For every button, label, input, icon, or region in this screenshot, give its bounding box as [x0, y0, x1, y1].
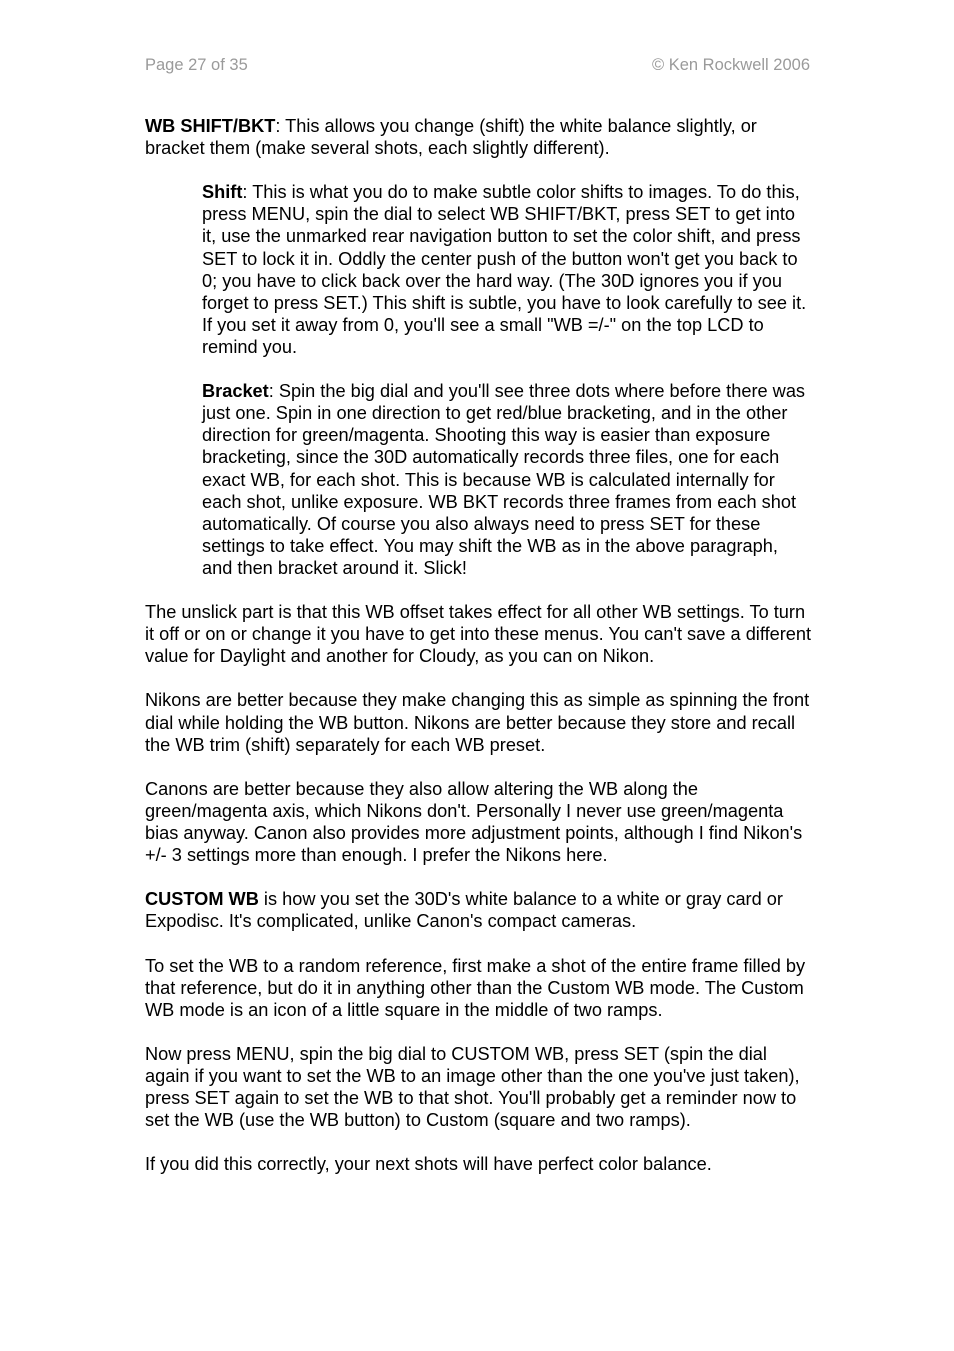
paragraph-canons-better: Canons are better because they also allow altering the WB along the green/magenta axis, which Nikons don't. Personally I never use green/magenta bias anyway. Canon also provides more adjustment points, although I find Nikon's +/- 3 settings more than enough. I prefer the Nikons here.	[145, 778, 803, 866]
paragraph-shift	[202, 181, 813, 358]
paragraph-press-menu: Now press MENU, spin the big dial to CUSTOM WB, press SET (spin the dial again if you want to set the WB to an image other than the one you've just taken), press SET again to set the WB to that shot. You'll probably get a reminder now to set the WB (use the WB button) to Custom (square and two ramps).	[145, 1043, 800, 1131]
paragraph-text: is how you set the 30D's white balance to a white or gray card or Expodisc. It's complicated, unlike Canon's compact cameras.	[145, 889, 783, 932]
paragraph-unslick-part: The unslick part is that this WB offset takes effect for all other WB settings. To turn it off or on or change it you have to get into these menus. You can't save a different value for Daylight and another for Cloudy, as you can on Nikon.	[145, 602, 812, 667]
paragraph-nikons-better: Nikons are better because they make changing this as simple as spinning the front dial while holding the WB button. Nikons are better because they store and recall the WB trim (shift) separately for each WB preset.	[145, 690, 810, 755]
term-wb-shift-bkt: WB SHIFT/BKT	[145, 116, 276, 136]
term-shift: Shift	[202, 182, 243, 203]
paragraph-text: : This allows you change (shift) the white balance slightly, or bracket them (make several shots, each slightly different).	[145, 116, 757, 159]
paragraph-custom-wb	[145, 888, 813, 932]
paragraph-bracket	[202, 380, 813, 579]
copyright-notice: © Ken Rockwell 2006	[652, 56, 810, 74]
page-header	[145, 56, 810, 78]
page-number: Page 27 of 35	[145, 56, 248, 74]
term-bracket: Bracket	[202, 381, 269, 402]
term-custom-wb: CUSTOM WB	[145, 889, 259, 910]
paragraph-conclusion: If you did this correctly, your next shots will have perfect color balance.	[145, 1154, 712, 1175]
paragraph-text: : This is what you do to make subtle color shifts to images. To do this, press MENU, spin the dial to select WB SHIFT/BKT, press SET to get into it, use the unmarked rear navigation button to set the color shift, and press SET to lock it in. Oddly the center push of the button won't get you back to 0; you have to click back over the hard way. (The 30D ignores you if you forget to press SET.) This shift is subtle, you have to look carefully to see it. If you set it away from 0, you'll see a small "WB =/-" on the top LCD to remind you.	[202, 182, 807, 357]
paragraph-wb-shift-bkt	[145, 115, 813, 159]
paragraph-text: : Spin the big dial and you'll see three dots where before there was just one. Spin in one direction to get red/blue bracketing, and in the other direction for green/magenta. Shooting this way is easier than exposure bracketing, since the 30D automatically records three files, one for each exact WB, for each shot. This is because WB is calculated internally for each shot, unlike exposure. WB BKT records three frames from each shot automatically. Of course you also always need to press SET for these settings to take effect. You may shift the WB as in the above paragraph, and then bracket around it. Slick!	[202, 381, 806, 578]
document-body	[145, 115, 813, 1198]
paragraph-random-reference: To set the WB to a random reference, first make a shot of the entire frame filled by that reference, but do it in anything other than the Custom WB mode. The Custom WB mode is an icon of a little square in the middle of two ramps.	[145, 955, 806, 1020]
